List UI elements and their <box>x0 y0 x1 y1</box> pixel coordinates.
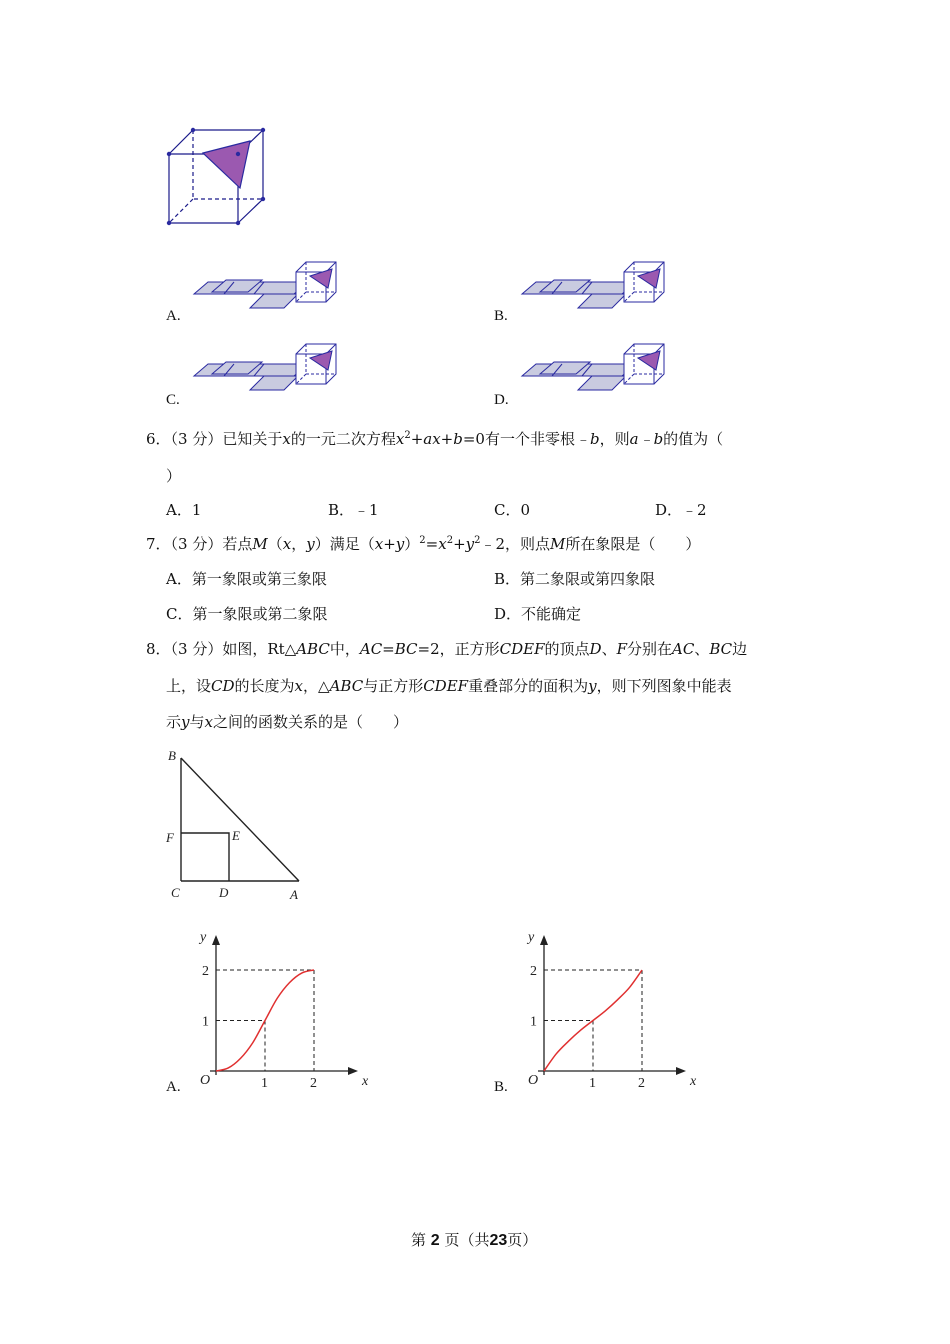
q7-rx: x <box>438 535 447 553</box>
text-run: y <box>181 713 190 731</box>
q5-option-d-label: D. <box>494 392 509 408</box>
text-run: CDEF <box>499 640 545 658</box>
label-a: A <box>290 887 298 902</box>
q7-sq-exp: 2 <box>419 535 426 546</box>
text-run: y <box>588 677 597 695</box>
text-run: 、 <box>601 640 617 658</box>
text-run: AC <box>359 640 383 658</box>
q7-option-b-value: 第二象限或第四象限 <box>520 570 656 588</box>
q7-option-c-label: C． <box>166 605 193 623</box>
y-axis-label: y <box>200 930 207 945</box>
text-run: 上，设 <box>166 677 212 695</box>
x-tick-2: 2 <box>638 1076 645 1091</box>
graph-option-b <box>518 925 697 1095</box>
text-run: =2，正方形 <box>417 640 500 658</box>
text-run: 分别在 <box>627 640 673 658</box>
y-axis-label: y <box>528 930 535 945</box>
text-run: = <box>382 640 395 658</box>
q7-number: 7． <box>146 535 171 553</box>
q6-number: 6． <box>146 430 171 448</box>
q7-eq: = <box>425 535 439 553</box>
q7-comma: ， <box>291 535 307 553</box>
q5-option-c-label: C. <box>166 392 180 408</box>
label-d: D <box>219 885 229 900</box>
q7-sum: x+y <box>374 535 405 553</box>
q7-option-b-label: B． <box>494 570 521 588</box>
footer-page-number: 2 <box>430 1232 440 1249</box>
y-tick-2: 2 <box>530 964 537 979</box>
q7-point: M <box>252 535 268 553</box>
q8-number: 8． <box>146 640 171 658</box>
q5-option-b-label: B. <box>494 308 508 324</box>
q6-option-b-value: ﹣1 <box>354 501 379 519</box>
footer-total-pages: 23 <box>489 1232 508 1249</box>
footer-suffix: 页） <box>507 1231 538 1249</box>
y-axis-arrow <box>212 935 220 945</box>
q8-option-a-label: A. <box>166 1079 181 1095</box>
x-tick-1: 1 <box>261 1076 268 1091</box>
q6-option-d-value: ﹣2 <box>682 501 707 519</box>
graph-option-a <box>190 925 369 1095</box>
q6-text-d: ，则 <box>599 430 630 448</box>
q6-score: （3 分） <box>170 430 223 448</box>
text-run: 与 <box>189 713 205 731</box>
q7-coords-open: （ <box>267 535 283 553</box>
q6-text-b: 的一元二次方程 <box>290 430 396 448</box>
text-run: CD <box>211 677 235 695</box>
text-run: 重叠部分的面积为 <box>468 677 589 695</box>
q6-var-x: x <box>282 430 291 448</box>
q7-score: （3 分） <box>170 535 223 553</box>
q7-ry-exp: 2 <box>474 535 481 546</box>
text-run: BC <box>709 640 733 658</box>
page-footer <box>411 1229 537 1250</box>
q7-option-a-label: A． <box>166 570 192 588</box>
q6-text-c: 有一个非零根 <box>484 430 575 448</box>
q7-text-b: 所在象限是（ ） <box>565 535 701 553</box>
q7-ry: y <box>465 535 475 553</box>
text-run: CDEF <box>423 677 469 695</box>
text-run: BC <box>394 640 418 658</box>
guide-line-1 <box>216 1021 265 1072</box>
label-e: E <box>232 828 240 843</box>
text-run: x <box>204 713 213 731</box>
text-run: F <box>616 640 628 658</box>
q7-minus: ﹣2，则点 <box>480 535 551 553</box>
text-run: 如图，Rt△ <box>222 640 297 658</box>
q7-cx: x <box>282 535 292 553</box>
q6-eq-rest: +ax+b <box>410 430 463 448</box>
label-f: F <box>166 830 174 845</box>
x-tick-2: 2 <box>310 1076 317 1091</box>
q7-option-d-value: 不能确定 <box>521 605 582 623</box>
q7-point2: M <box>550 535 566 553</box>
q6-eq-exp: 2 <box>404 430 411 441</box>
origin-label: O <box>528 1073 539 1088</box>
text-run: 之间的函数关系的是（ ） <box>212 713 408 731</box>
q6-text-e: 的值为（ <box>663 430 724 448</box>
q7-sq-close: ） <box>404 535 420 553</box>
q6-close-paren: ） <box>166 467 182 485</box>
y-tick-1: 1 <box>530 1014 537 1030</box>
x-axis-arrow <box>676 1067 686 1075</box>
q6-option-a-label: A． <box>166 501 192 519</box>
text-run: ，则下列图象中能表 <box>596 677 732 695</box>
text-run: 的长度为 <box>234 677 295 695</box>
text-run: 中， <box>329 640 360 658</box>
x-axis-arrow <box>348 1067 358 1075</box>
text-run: 边 <box>732 640 748 658</box>
label-b: B <box>168 748 176 763</box>
q7-rx-exp: 2 <box>446 535 454 546</box>
q6-option-d-label: D． <box>655 501 683 519</box>
text-run: 、 <box>694 640 710 658</box>
q7-option-c-value: 第一象限或第二象限 <box>192 605 328 623</box>
text-run: AC <box>672 640 695 658</box>
text-run: ABC <box>296 640 330 658</box>
q6-eq-x: x <box>395 430 405 448</box>
q6-text-a: 已知关于 <box>222 430 283 448</box>
y-tick-1: 1 <box>202 1014 209 1030</box>
q7-plus: + <box>453 535 466 553</box>
q7-text-a: 若点 <box>222 535 253 553</box>
q7-option-a-value: 第一象限或第三象限 <box>191 570 327 588</box>
origin-label: O <box>200 1073 211 1088</box>
text-run: 示 <box>166 713 182 731</box>
x-axis-label: x <box>362 1074 369 1089</box>
q6-expr: a﹣b <box>629 430 664 448</box>
q5-option-a-label: A. <box>166 308 181 324</box>
q6-option-a-value: 1 <box>191 501 202 519</box>
text-run: ，△ <box>303 677 330 695</box>
q8-score: （3 分） <box>170 640 223 658</box>
y-tick-2: 2 <box>202 964 209 979</box>
q6-neg-b: ﹣b <box>575 430 600 448</box>
q7-option-d-label: D． <box>494 605 522 623</box>
q6-option-c-label: C． <box>494 501 521 519</box>
y-axis-arrow <box>540 935 548 945</box>
text-run: 的顶点 <box>544 640 590 658</box>
footer-prefix: 第 <box>411 1231 427 1249</box>
q7-coords-close: ）满足（ <box>314 535 375 553</box>
x-axis-label: x <box>690 1074 697 1089</box>
q6-option-b-label: B． <box>328 501 355 519</box>
guide-line-1 <box>544 1021 593 1072</box>
text-run: 与正方形 <box>363 677 424 695</box>
footer-mid: 页（共 <box>444 1231 490 1249</box>
text-run: x <box>294 677 304 695</box>
q6-eq-zero: =0 <box>462 430 485 448</box>
label-c: C <box>171 885 180 900</box>
x-tick-1: 1 <box>589 1076 596 1091</box>
q6-option-c-value: 0 <box>520 501 531 519</box>
q8-option-b-label: B. <box>494 1079 508 1095</box>
text-run: ABC <box>329 677 364 695</box>
text-run: D <box>589 640 602 658</box>
q7-cy: y <box>306 535 315 553</box>
